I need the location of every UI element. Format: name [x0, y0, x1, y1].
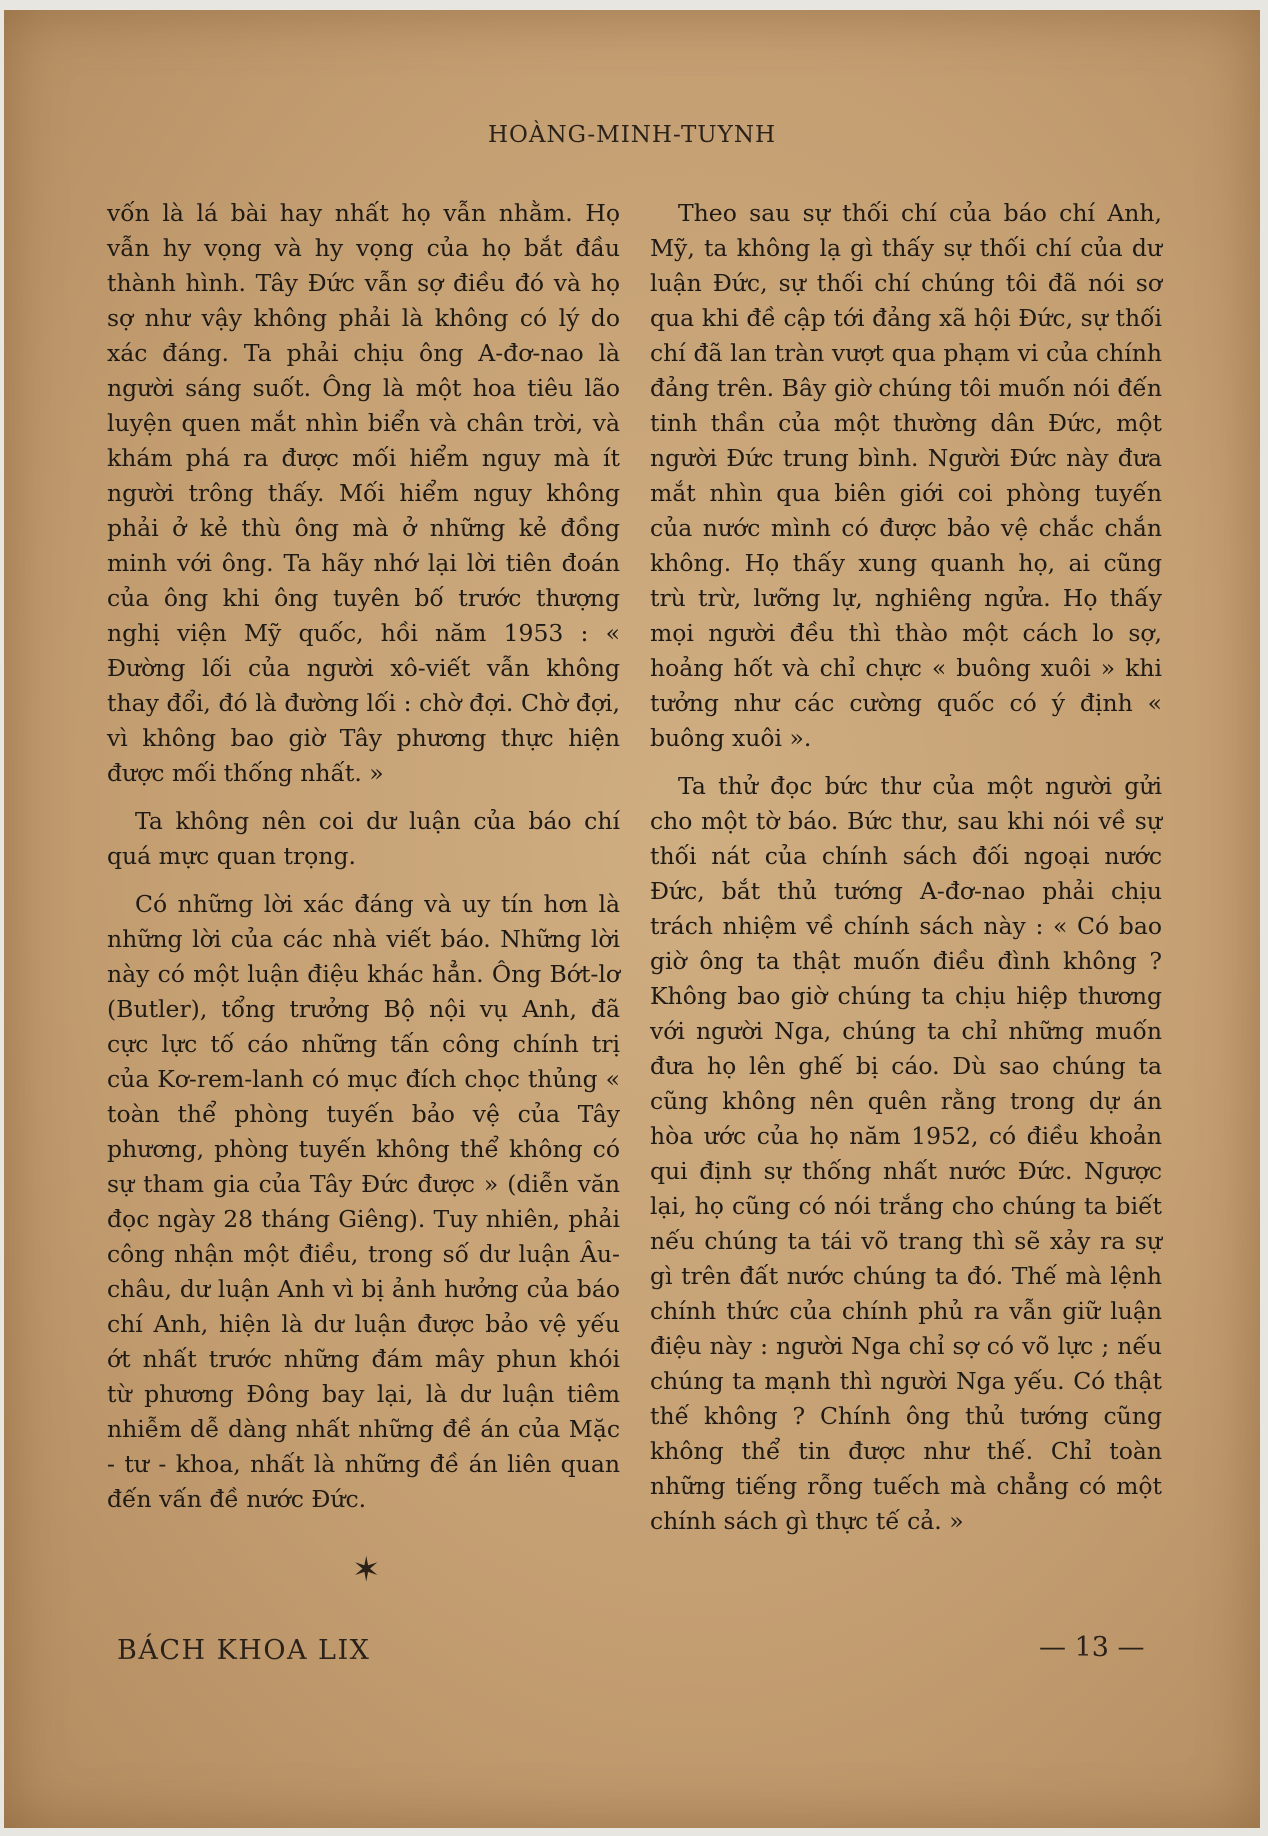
paragraph: Theo sau sự thối chí của báo chí Anh, Mỹ, ta không lạ gì thấy sự thối chí của dư luận Đức, sự thối chí chúng tôi đã nói sơ qua khi đề cập tới đảng xã hội Đức, sự thối chí đã lan tràn vượt qua phạm vi của chính đảng trên. Bây giờ chúng tôi muốn nói đến tinh thần của một thường dân Đức, một người Đức trung bình. Người Đức này đưa mắt nhìn qua biên giới coi phòng tuyến của nước mình có được bảo vệ chắc chắn không. Họ thấy xung quanh họ, ai cũng trù trừ, lưỡng lự, nghiêng ngửa. Họ thấy mọi người đều thì thào một cách lo sợ, hoảng hốt và chỉ chực « buông xuôi » khi tưởng như các cường quốc có ý định « buông xuôi ».: [650, 199, 1162, 752]
paragraph: vốn là lá bài hay nhất họ vẫn nhằm. Họ vẫn hy vọng và hy vọng của họ bắt đầu thành hình. Tây Đức vẫn sợ điều đó và họ sợ như vậy không phải là không có lý do xác đáng. Ta phải chịu ông A-đơ-nao là người sáng suốt. Ông là một hoa tiêu lão luyện quen mắt nhìn biển và chân trời, và khám phá ra được mối hiểm nguy mà ít người trông thấy. Mối hiểm nguy không phải ở kẻ thù ông mà ở những kẻ đồng minh với ông. Ta hãy nhớ lại lời tiên đoán của ông khi ông tuyên bố trước thượng nghị viện Mỹ quốc, hồi năm 1953 : « Đường lối của người xô-viết vẫn không thay đổi, đó là đường lối : chờ đợi. Chờ đợi, vì không bao giờ Tây phương thực hiện được mối thống nhất. »: [107, 199, 620, 787]
paragraph: Có những lời xác đáng và uy tín hơn là những lời của các nhà viết báo. Những lời này có một luận điệu khác hẳn. Ông Bớt-lơ (Butler), tổng trưởng Bộ nội vụ Anh, đã cực lực tố cáo những tấn công chính trị của Kơ-rem-lanh có mục đích chọc thủng « toàn thể phòng tuyến bảo vệ của Tây phương, phòng tuyến không thể không có sự tham gia của Tây Đức được » (diễn văn đọc ngày 28 tháng Giêng). Tuy nhiên, phải công nhận một điều, trong số dư luận Âu-châu, dư luận Anh vì bị ảnh hưởng của báo chí Anh, hiện là dư luận được bảo vệ yếu ớt nhất trước những đám mây phun khói từ phương Đông bay lại, là dư luận tiêm nhiễm dễ dàng nhất những đề án của Mặc - tư - khoa, nhất là những đề án liên quan đến vấn đề nước Đức.: [107, 890, 620, 1513]
paragraph: Ta không nên coi dư luận của báo chí quá mực quan trọng.: [107, 807, 620, 870]
left-column: [107, 196, 620, 1530]
right-column: [650, 196, 1162, 1552]
page-scan: [4, 10, 1260, 1828]
page-number: — 13 —: [1039, 1632, 1145, 1663]
section-divider-star-icon: ✶: [352, 1550, 381, 1590]
paragraph: Ta thử đọc bức thư của một người gửi cho một tờ báo. Bức thư, sau khi nói về sự thối nát của chính sách đối ngoại nước Đức, bắt thủ tướng A-đơ-nao phải chịu trách nhiệm về chính sách này : « Có bao giờ ông ta thật muốn điều đình không ? Không bao giờ chúng ta chịu hiệp thương với người Nga, chúng ta chỉ những muốn đưa họ lên ghế bị cáo. Dù sao chúng ta cũng không nên quên rằng trong dự án hòa ước của họ năm 1952, có điều khoản qui định sự thống nhất nước Đức. Ngược lại, họ cũng có nói trắng cho chúng ta biết nếu chúng ta tái võ trang thì sẽ xảy ra sự gì trên đất nước chúng ta đó. Thế mà lệnh chính thức của chính phủ ra vẫn giữ luận điệu này : người Nga chỉ sợ có võ lực ; nếu chúng ta mạnh thì người Nga yếu. Có thật thế không ? Chính ông thủ tướng cũng không thể tin được như thế. Chỉ toàn những tiếng rỗng tuếch mà chẳng có một chính sách gì thực tế cả. »: [650, 772, 1162, 1535]
publication-footer: BÁCH KHOA LIX: [117, 1635, 371, 1666]
running-head: HOÀNG-MINH-TUYNH: [487, 122, 777, 148]
